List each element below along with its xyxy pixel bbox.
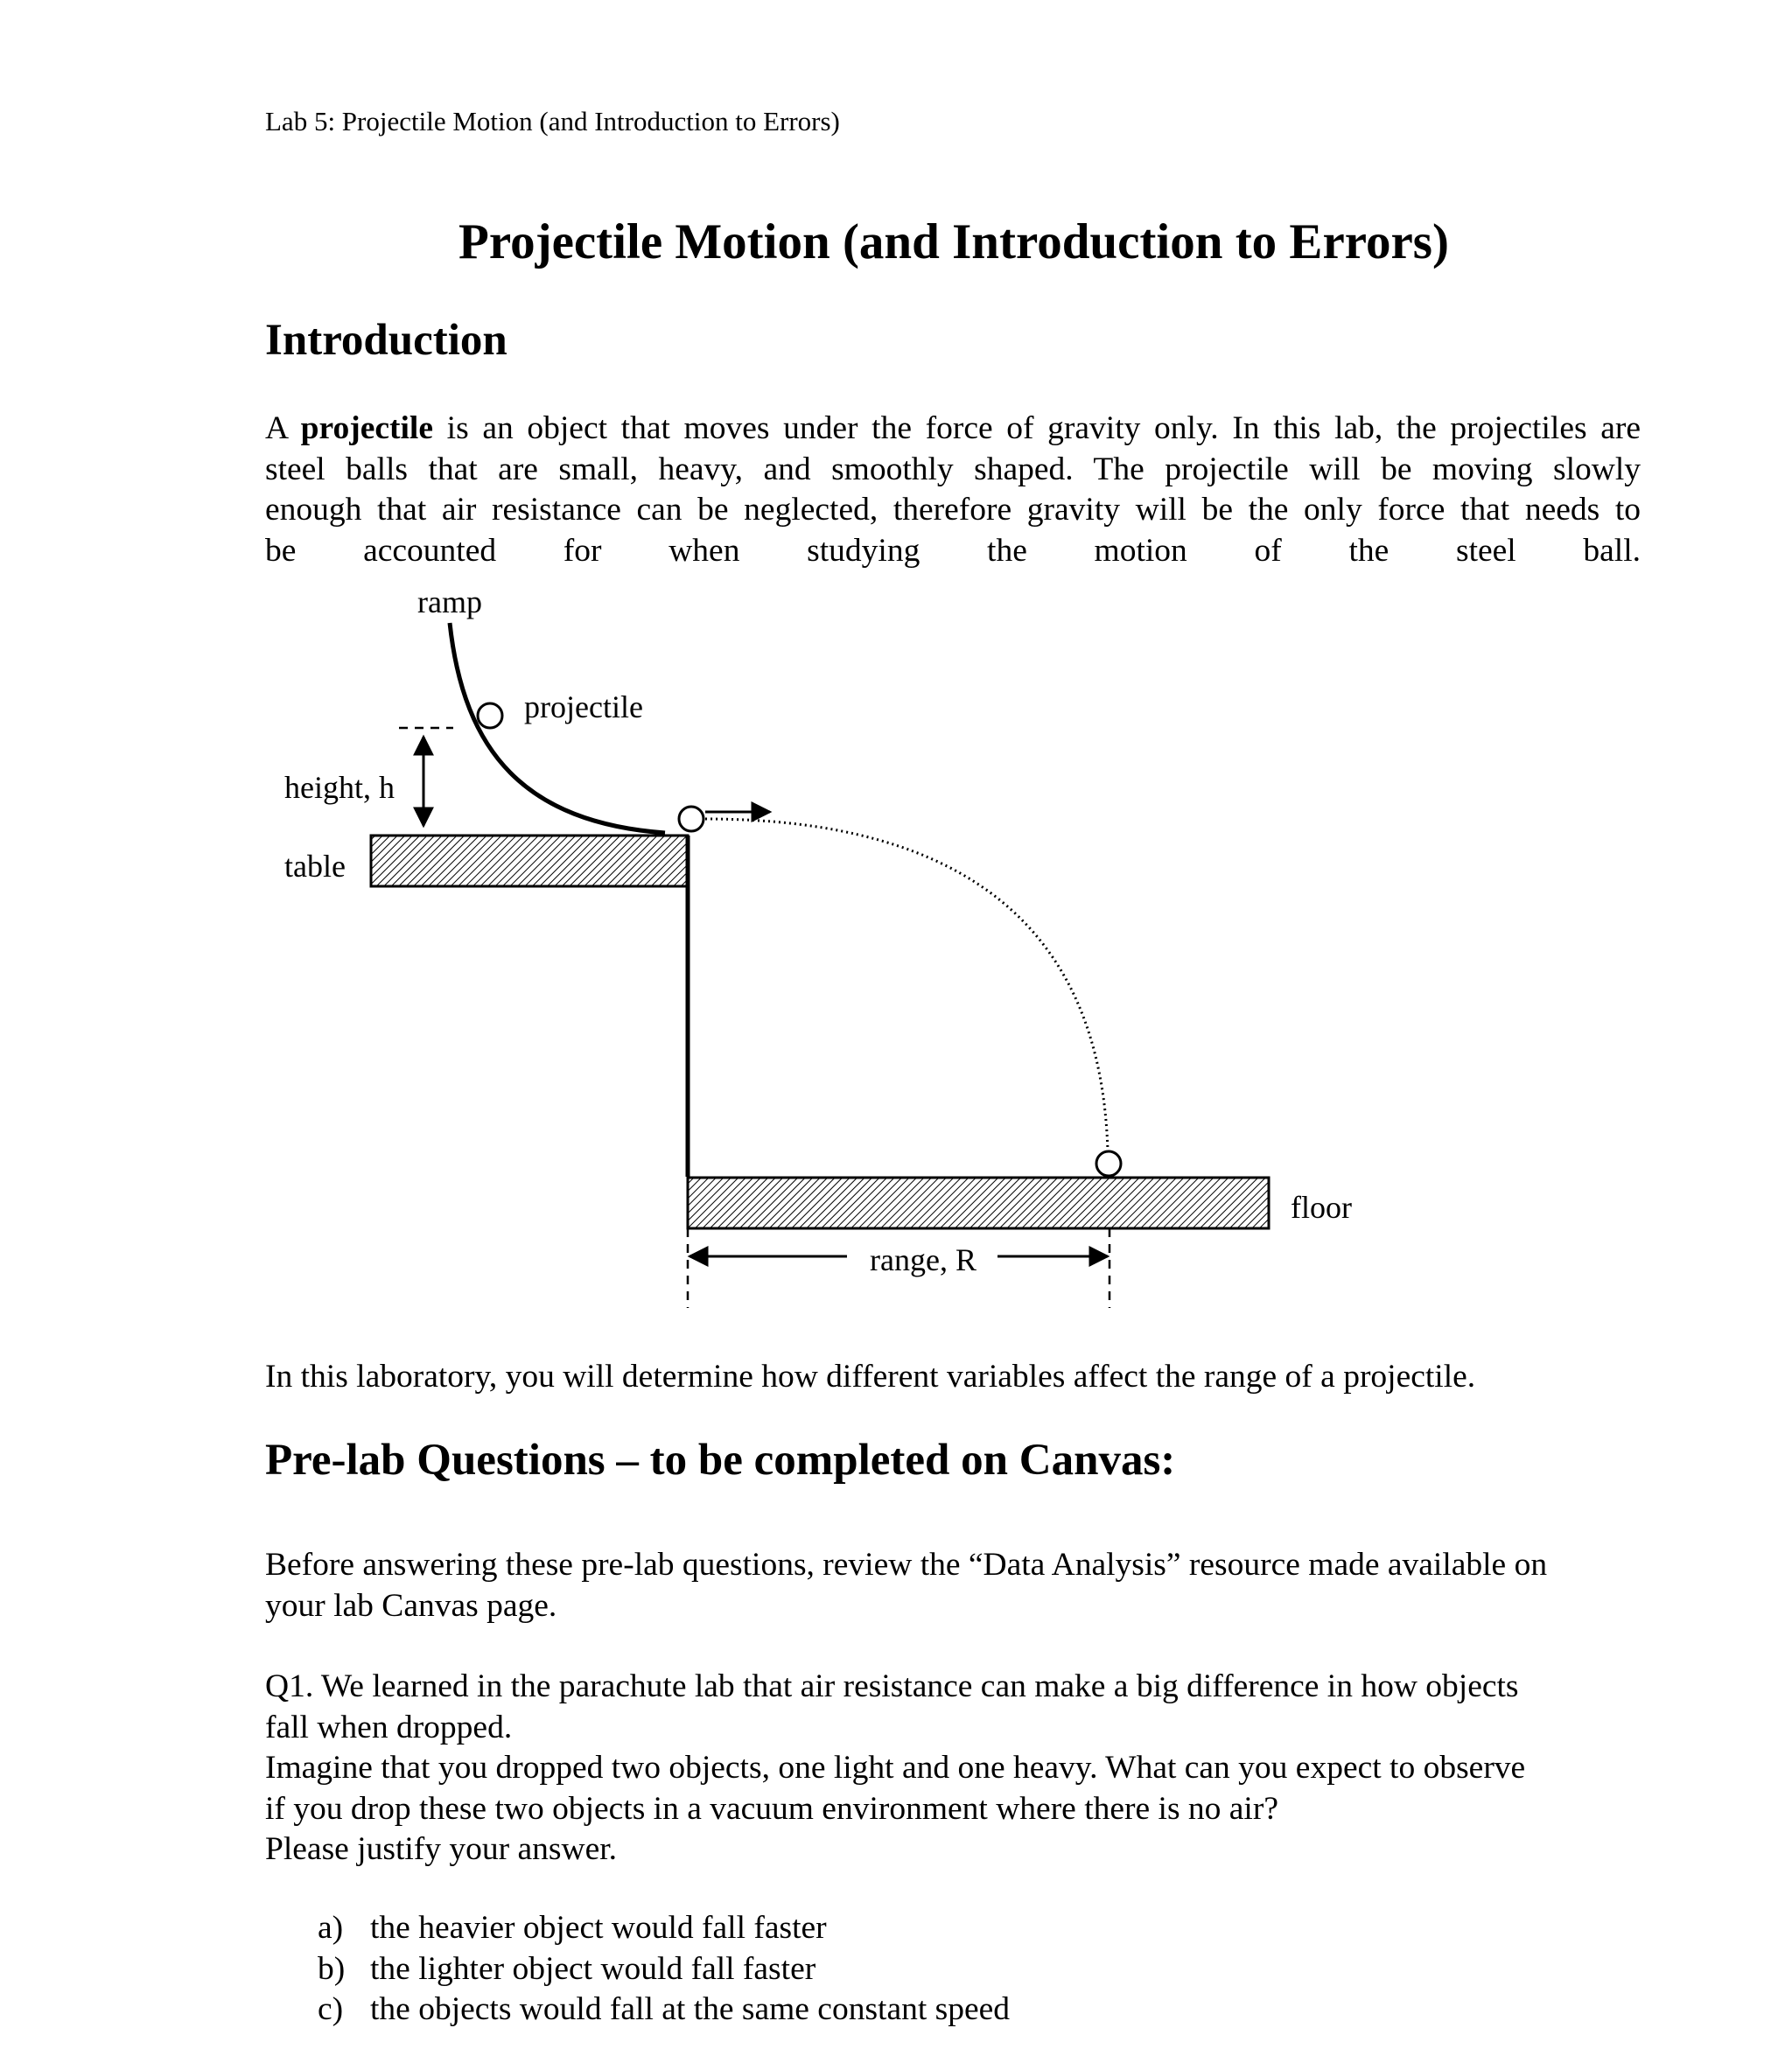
q1-line3: Imagine that you dropped two objects, one light and one heavy. What can you expect to observe xyxy=(265,1750,1526,1786)
floor xyxy=(688,1178,1269,1228)
intro-lead-word: A xyxy=(265,410,288,446)
intro-line1-rest: is an object that moves under the force of gravity only. In this lab, the projectiles are xyxy=(446,410,1641,446)
table xyxy=(371,836,688,886)
q1-line2: fall when dropped. xyxy=(265,1709,513,1745)
prelab-review-paragraph xyxy=(265,1545,1641,1626)
document-title: Projectile Motion (and Introduction to Errors) xyxy=(458,214,1449,269)
intro-line3: enough that air resistance can be neglected, therefore gravity will be the only force that needs to xyxy=(265,492,1641,528)
q1-options xyxy=(318,1908,1010,2031)
introduction-heading: Introduction xyxy=(265,316,508,365)
ramp-curve xyxy=(450,623,665,833)
height-label: height, h xyxy=(284,770,395,805)
q1-line4: if you drop these two objects in a vacuum environment where there is no air? xyxy=(265,1790,1278,1827)
range-label: range, R xyxy=(870,1242,976,1277)
q1-line1: Q1. We learned in the parachute lab that air resistance can make a big difference in how objects xyxy=(265,1668,1519,1704)
projectile-ball-landing xyxy=(1096,1151,1121,1176)
option-c: c) the objects would fall at the same constant speed xyxy=(318,1991,1011,2027)
ramp-label: ramp xyxy=(417,584,482,619)
review-line1: Before answering these pre-lab questions, review the “Data Analysis” resource made available on xyxy=(265,1547,1548,1583)
projectile-ball-launch xyxy=(679,807,704,831)
review-line2: your lab Canvas page. xyxy=(265,1587,557,1624)
q1-line5: Please justify your answer. xyxy=(265,1831,618,1867)
lab-statement: In this laboratory, you will determine how different variables affect the range of a projectile. xyxy=(265,1359,1476,1395)
question-1 xyxy=(265,1667,1641,1871)
table-label: table xyxy=(284,849,346,884)
trajectory-path xyxy=(705,819,1108,1151)
floor-label: floor xyxy=(1291,1190,1352,1225)
projectile-term: projectile xyxy=(300,410,433,446)
running-header: Lab 5: Projectile Motion (and Introduction to Errors) xyxy=(265,106,840,136)
intro-line4: be accounted for when studying the motion of the steel ball. xyxy=(265,532,1641,569)
intro-line2: steel balls that are small, heavy, and smoothly shaped. The projectile will be moving slowly xyxy=(265,451,1641,487)
option-b: b) the lighter object would fall faster xyxy=(318,1950,816,1987)
option-a: a) the heavier object would fall faster xyxy=(318,1910,827,1946)
projectile-ball-on-ramp xyxy=(478,703,502,728)
prelab-heading: Pre-lab Questions – to be completed on Canvas: xyxy=(265,1436,1176,1485)
projectile-label: projectile xyxy=(524,689,643,724)
